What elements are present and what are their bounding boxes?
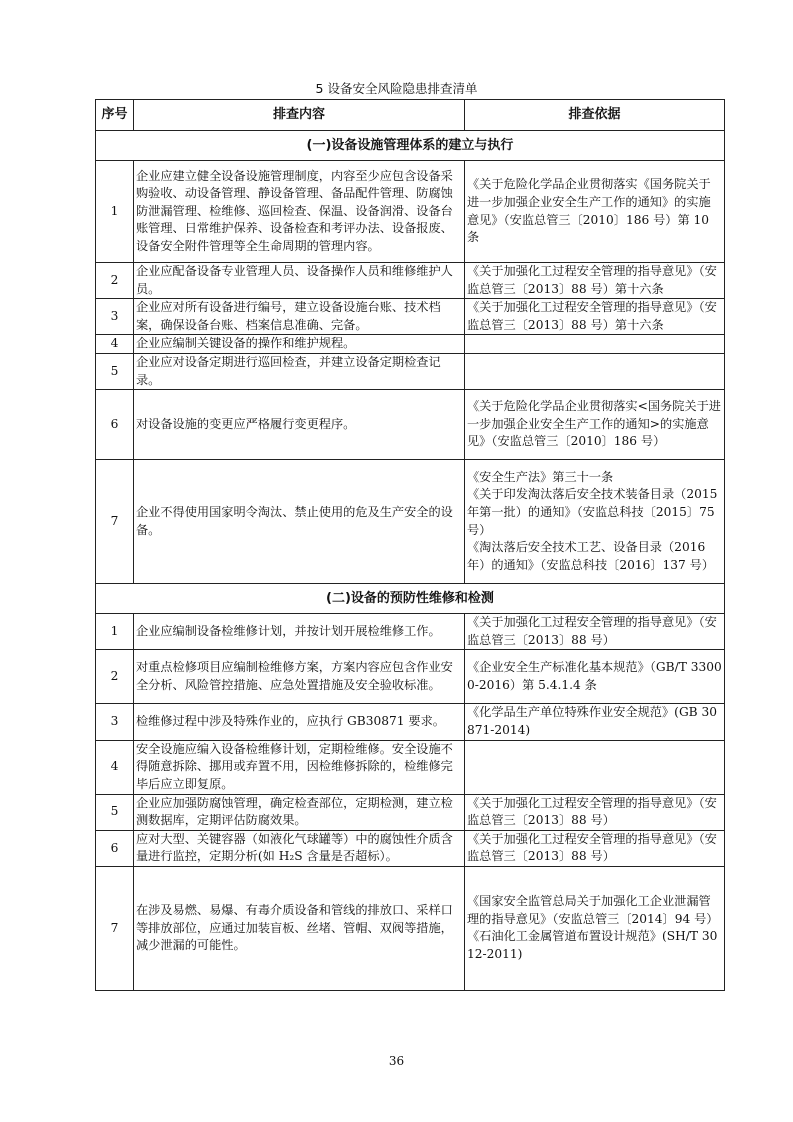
table-row <box>96 830 725 866</box>
row-content: 对重点检修项目应编制检维修方案，方案内容应包含作业安全分析、风险管控措施、应急处置措施及安全验收标准。 <box>134 650 465 704</box>
table-row <box>96 390 725 460</box>
table-row <box>96 161 725 263</box>
row-seq: 4 <box>96 740 134 794</box>
header-seq: 序号 <box>96 100 134 131</box>
page-title: 5 设备安全风险隐患排查清单 <box>315 81 478 96</box>
row-content: 企业应配备设备专业管理人员、设备操作人员和维修维护人员。 <box>134 263 465 299</box>
row-content: 企业应编制设备检维修计划，并按计划开展检维修工作。 <box>134 614 465 650</box>
row-seq: 2 <box>96 263 134 299</box>
row-seq: 5 <box>96 353 134 389</box>
row-content: 在涉及易燃、易爆、有毒介质设备和管线的排放口、采样口等排放部位，应通过加装盲板、丝堵、管帽、双阀等措施，减少泄漏的可能性。 <box>134 866 465 990</box>
row-basis <box>465 650 725 704</box>
row-seq: 6 <box>96 390 134 460</box>
row-content: 企业应编制关键设备的操作和维护规程。 <box>134 335 465 354</box>
basis-item: 《安全生产法》第三十一条 <box>467 469 614 484</box>
row-content: 应对大型、关键容器（如液化气球罐等）中的腐蚀性介质含量进行监控，定期分析(如 H₂S 含量是否超标）。 <box>134 830 465 866</box>
hazard-checklist-table <box>95 99 725 991</box>
row-basis <box>465 335 725 354</box>
basis-item: 《关于加强化工过程安全管理的指导意见》（安监总管三〔2013〕88 号） <box>467 795 717 828</box>
row-seq: 4 <box>96 335 134 354</box>
table-row <box>96 650 725 704</box>
section-title: (二)设备的预防性维修和检测 <box>96 584 725 614</box>
row-content: 对设备设施的变更应严格履行变更程序。 <box>134 390 465 460</box>
row-basis <box>465 704 725 740</box>
row-basis <box>465 299 725 335</box>
table-row <box>96 299 725 335</box>
row-basis <box>465 460 725 584</box>
row-seq: 7 <box>96 460 134 584</box>
row-basis <box>465 390 725 460</box>
basis-item: 《关于危险化学品企业贯彻落实《国务院关于进一步加强企业安全生产工作的通知》的实施意见》（安监总管三〔2010〕186 号）第 10 条 <box>467 177 711 245</box>
row-seq: 5 <box>96 794 134 830</box>
row-basis <box>465 830 725 866</box>
row-seq: 6 <box>96 830 134 866</box>
row-basis <box>465 353 725 389</box>
row-content: 企业不得使用国家明令淘汰、禁止使用的危及生产安全的设备。 <box>134 460 465 584</box>
table-row <box>96 353 725 389</box>
row-content: 企业应对设备定期进行巡回检查，并建立设备定期检查记录。 <box>134 353 465 389</box>
row-seq: 2 <box>96 650 134 704</box>
basis-item: 《关于加强化工过程安全管理的指导意见》（安监总管三〔2013〕88 号） <box>467 615 717 647</box>
table-row <box>96 740 725 794</box>
section-title: (一)设备设施管理体系的建立与执行 <box>96 131 725 161</box>
section-row <box>96 131 725 161</box>
basis-item: 《关于加强化工过程安全管理的指导意见》（安监总管三〔2013〕88 号）第十六条 <box>467 264 717 296</box>
basis-item: 《国家安全监管总局关于加强化工企业泄漏管理的指导意见》（安监总管三〔2014〕94 号） <box>467 894 719 926</box>
row-content: 企业应建立健全设备设施管理制度，内容至少应包含设备采购验收、动设备管理、静设备管理、备品配件管理、防腐蚀防泄漏管理、检维修、巡回检查、保温、设备润滑、设备台账管理、日常维护保养、设备检查和考评办法、设备报废、设备安全附件管理等全生命周期的管理内容。 <box>134 161 465 263</box>
table-row <box>96 335 725 354</box>
table-body <box>96 131 725 991</box>
row-content: 企业应加强防腐蚀管理，确定检查部位，定期检测，建立检测数据库，定期评估防腐效果。 <box>134 794 465 830</box>
row-basis <box>465 263 725 299</box>
basis-item: 《关于加强化工过程安全管理的指导意见》（安监总管三〔2013〕88 号） <box>467 831 717 864</box>
table-row <box>96 460 725 584</box>
row-basis <box>465 740 725 794</box>
row-seq: 3 <box>96 704 134 740</box>
row-seq: 3 <box>96 299 134 335</box>
table-row <box>96 263 725 299</box>
table-row <box>96 794 725 830</box>
basis-item: 《关于印发淘汰落后安全技术装备目录（2015 年第一批）的通知》（安监总科技〔2015〕75 号） <box>467 487 718 537</box>
table-row <box>96 704 725 740</box>
row-basis <box>465 614 725 650</box>
row-basis <box>465 866 725 990</box>
row-content: 企业应对所有设备进行编号，建立设备设施台账、技术档案，确保设备台账、档案信息准确、完备。 <box>134 299 465 335</box>
table-row <box>96 866 725 990</box>
table-row <box>96 614 725 650</box>
row-seq: 1 <box>96 161 134 263</box>
page-number: 36 <box>388 1054 405 1068</box>
basis-item: 《企业安全生产标准化基本规范》（GB/T 33000-2016）第 5.4.1.4 条 <box>467 660 722 692</box>
row-basis <box>465 161 725 263</box>
header-content: 排查内容 <box>134 100 465 131</box>
basis-item: 《关于加强化工过程安全管理的指导意见》（安监总管三〔2013〕88 号）第十六条 <box>467 300 717 332</box>
header-basis: 排查依据 <box>465 100 725 131</box>
basis-item: 《关于危险化学品企业贯彻落实<国务院关于进一步加强企业安全生产工作的通知>的实施意见》（安监总管三〔2010〕186 号） <box>467 399 721 449</box>
basis-item: 《淘汰落后安全技术工艺、设备目录（2016 年）的通知》（安监总科技〔2016〕137 号） <box>467 540 715 572</box>
row-seq: 7 <box>96 866 134 990</box>
row-content: 安全设施应编入设备检维修计划，定期检维修。安全设施不得随意拆除、挪用或弃置不用，因检维修拆除的，检维修完毕后应立即复原。 <box>134 740 465 794</box>
basis-item: 《石油化工金属管道布置设计规范》(SH/T 3012-2011) <box>467 929 718 961</box>
header-row <box>96 100 725 131</box>
basis-item: 《化学品生产单位特殊作业安全规范》(GB 30871-2014) <box>467 705 718 737</box>
row-basis <box>465 794 725 830</box>
row-seq: 1 <box>96 614 134 650</box>
section-row <box>96 584 725 614</box>
row-content: 检维修过程中涉及特殊作业的，应执行 GB30871 要求。 <box>134 704 465 740</box>
